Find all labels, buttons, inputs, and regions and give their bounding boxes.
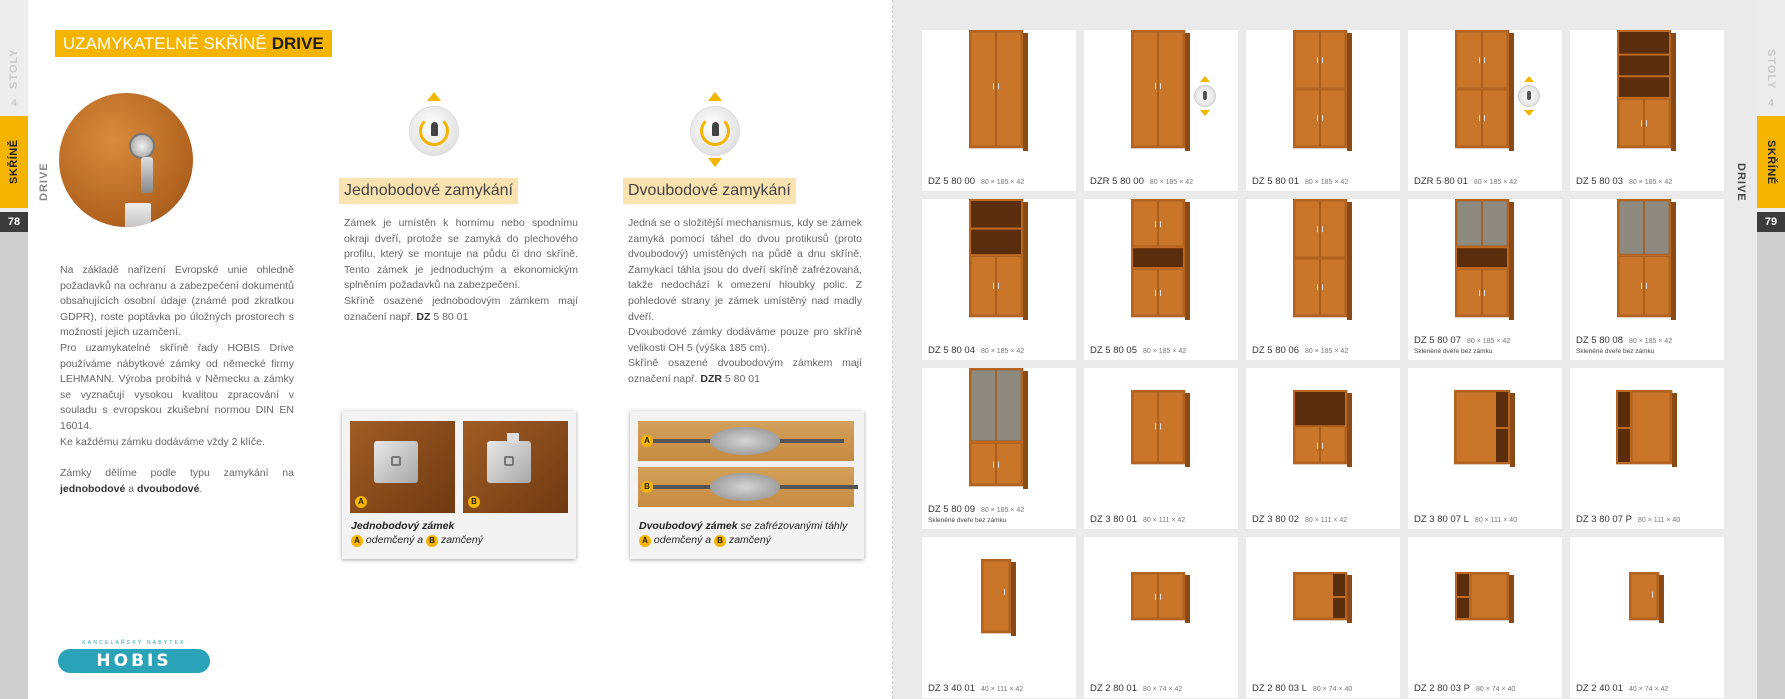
double-lock-heading: Dvoubodové zamykání <box>623 178 796 204</box>
arrow-up-icon <box>427 92 441 101</box>
product-card[interactable] <box>1084 30 1238 191</box>
cabinet-illustration <box>1246 368 1400 492</box>
cabinet-illustration <box>1408 537 1562 661</box>
single-lock-heading: Jednobodové zamykání <box>339 178 518 204</box>
product-card[interactable] <box>922 30 1076 191</box>
product-card[interactable] <box>1246 368 1400 529</box>
product-dimensions: 80 × 111 × 40 <box>1474 517 1518 524</box>
cabinet-illustration <box>1084 199 1238 323</box>
double-lock-text: Jedná se o složitější mechanismus, kdy se zámek zamyká pomocí táhel do dvou protikusů (proto dvoubodový) umístěných na půdě a dnu skříně. Zamykací táhla jsou do dveří skříně zafrézovaná, takže nedochází k omezení hloubky polic. Z pohledové strany je zámek umístěný nad madly dveří. Dvoubodové zámky dodáváme pouze pro skříně velikosti OH 5 (výška 185 cm). Skříně osazené dvoubodovým zámkem mají označení např. DZR 5 80 01 <box>628 217 862 385</box>
single-lock-photo-card <box>342 411 576 559</box>
cabinet-illustration <box>1246 30 1400 154</box>
cabinet-illustration <box>922 199 1076 323</box>
tab-stoly[interactable]: STOLY <box>8 48 20 90</box>
product-code: DZ 5 80 05 80 × 185 × 42 <box>1090 345 1187 356</box>
product-dimensions: 80 × 74 × 40 <box>1312 686 1353 693</box>
product-card[interactable] <box>1246 199 1400 360</box>
product-card[interactable] <box>1246 537 1400 698</box>
product-code: DZ 5 80 04 80 × 185 × 42 <box>928 345 1025 356</box>
page-title-prefix: UZAMYKATELNÉ SKŘÍNĚ <box>63 33 267 53</box>
product-code: DZR 5 80 00 80 × 185 × 42 <box>1090 176 1194 187</box>
product-card[interactable] <box>1084 537 1238 698</box>
product-card[interactable] <box>1084 368 1238 529</box>
page-number: 78 <box>0 212 28 232</box>
cabinet-illustration <box>922 368 1076 492</box>
intro-paragraph-4: Zámky dělíme podle typu zamykání na jednobodové a dvoubodové. <box>60 467 294 495</box>
product-note: Skleněné dveře bez zámku <box>1576 348 1655 355</box>
series-label-left: DRIVE <box>38 162 50 202</box>
product-code: DZ 5 80 07 80 × 185 × 42 <box>1414 335 1511 346</box>
cabinet-illustration <box>1084 368 1238 492</box>
cabinet-illustration <box>1408 368 1562 492</box>
cabinet-illustration <box>1084 537 1238 661</box>
product-card[interactable] <box>922 199 1076 360</box>
product-card[interactable] <box>1246 30 1400 191</box>
cabinet-illustration <box>1246 199 1400 323</box>
double-lock-icon <box>1518 76 1540 116</box>
product-code: DZ 2 80 01 80 × 74 × 42 <box>1090 683 1183 694</box>
product-card[interactable] <box>922 368 1076 529</box>
cabinet-illustration <box>1570 30 1724 154</box>
product-card[interactable] <box>1408 199 1562 360</box>
product-code: DZ 3 80 02 80 × 111 × 42 <box>1252 514 1348 525</box>
product-code: DZ 2 80 03 L 80 × 74 × 40 <box>1252 683 1353 694</box>
brand-logo: HOBIS <box>58 649 210 673</box>
product-card[interactable] <box>1408 30 1562 191</box>
product-code: DZ 3 40 01 40 × 111 × 42 <box>928 683 1024 694</box>
product-card[interactable] <box>1570 537 1724 698</box>
single-lock-locked-photo: B <box>463 421 568 513</box>
product-dimensions: 80 × 185 × 42 <box>1473 179 1518 186</box>
cabinet-illustration <box>922 537 1076 661</box>
lock-photo <box>59 93 193 227</box>
arrow-down-icon <box>708 158 722 167</box>
single-lock-unlocked-photo: A <box>350 421 455 513</box>
tab-filler <box>1757 232 1785 699</box>
product-dimensions: 80 × 74 × 42 <box>1143 686 1183 693</box>
product-code: DZ 5 80 09 80 × 185 × 42 <box>928 504 1025 515</box>
product-dimensions: 40 × 74 × 42 <box>1629 686 1669 693</box>
cabinet-illustration <box>1408 199 1562 323</box>
product-dimensions: 80 × 185 × 42 <box>1467 338 1511 345</box>
tab-stoly-number: 4 <box>11 98 17 109</box>
cabinet-illustration <box>1570 537 1724 661</box>
cabinet-illustration <box>1570 368 1724 492</box>
product-card[interactable] <box>1570 368 1724 529</box>
tab-filler <box>0 232 28 699</box>
cabinet-illustration <box>1246 537 1400 661</box>
tab-skrine[interactable]: SKŘÍNĚ <box>0 116 28 208</box>
product-dimensions: 80 × 111 × 42 <box>1305 517 1348 524</box>
cabinet-illustration <box>1570 199 1724 323</box>
product-code: DZ 5 80 06 80 × 185 × 42 <box>1252 345 1349 356</box>
cabinet-illustration <box>922 30 1076 154</box>
product-code: DZ 5 80 03 80 × 185 × 42 <box>1576 176 1673 187</box>
side-tabs-right <box>1757 0 1785 699</box>
product-code: DZ 5 80 00 80 × 185 × 42 <box>928 176 1025 187</box>
intro-paragraph-3: Ke každému zámku dodáváme vždy 2 klíče. <box>60 436 265 448</box>
product-code: DZ 2 80 03 P 80 × 74 × 40 <box>1414 683 1516 694</box>
product-code: DZ 5 80 08 80 × 185 × 42 <box>1576 335 1673 346</box>
product-code: DZ 3 80 07 L 80 × 111 × 40 <box>1414 514 1518 525</box>
arrow-up-icon <box>708 92 722 101</box>
double-lock-locked-photo: B <box>638 467 854 507</box>
product-dimensions: 80 × 185 × 42 <box>981 179 1025 186</box>
double-lock-unlocked-photo: A <box>638 421 854 461</box>
intro-paragraph-1: Na základě nařízení Evropské unie ohledně požadavků na ochranu a zabezpečení dokumentů obsahujících osobní údaje (známé pod zkratkou GDPR), roste poptávka po úložných prostorech s možností jejich uzamčení. <box>60 264 294 339</box>
product-dimensions: 40 × 111 × 42 <box>981 686 1024 693</box>
product-dimensions: 80 × 74 × 40 <box>1475 686 1516 693</box>
product-dimensions: 80 × 185 × 42 <box>981 348 1025 355</box>
product-dimensions: 80 × 185 × 42 <box>981 507 1025 514</box>
product-card[interactable] <box>1570 30 1724 191</box>
single-lock-text: Zámek je umístěn k hornímu nebo spodnímu okraji dveří, protože se zamyká do plechového profilu, který se montuje na půdu či dno skříně. Tento zámek je jednoduchým a ekonomickým splněním požadavků na zabezpečení. Skříně osazené jednobodovým zámkem mají označení např. DZ 5 80 01 <box>344 217 578 323</box>
handle-plate <box>125 203 151 227</box>
product-code: DZ 3 80 07 P 80 × 111 × 40 <box>1576 514 1681 525</box>
side-tabs-left <box>0 0 28 699</box>
tab-stoly-number: 4 <box>1768 98 1774 109</box>
product-card[interactable] <box>922 537 1076 698</box>
series-label-right: DRIVE <box>1735 162 1747 202</box>
product-dimensions: 80 × 111 × 42 <box>1143 517 1186 524</box>
page-title <box>55 30 332 57</box>
double-lock-icon <box>688 92 742 166</box>
double-lock-photo-card <box>630 411 864 559</box>
product-code: DZR 5 80 01 80 × 185 × 42 <box>1414 176 1518 187</box>
product-code: DZ 5 80 01 80 × 185 × 42 <box>1252 176 1349 187</box>
product-note: Skleněné dveře bez zámku <box>928 517 1007 524</box>
single-lock-icon <box>407 92 461 166</box>
product-card[interactable] <box>1570 199 1724 360</box>
single-lock-caption: Jednobodový zámek A odemčený a B zamčený <box>351 520 483 546</box>
product-code: DZ 3 80 01 80 × 111 × 42 <box>1090 514 1186 525</box>
page-number: 79 <box>1757 212 1785 232</box>
hobis-logo[interactable] <box>58 640 210 676</box>
double-lock-caption: Dvoubodový zámek se zafrézovanými táhly A odemčený a B zamčený <box>639 520 848 546</box>
product-card[interactable] <box>1408 368 1562 529</box>
product-card[interactable] <box>1084 199 1238 360</box>
product-grid <box>922 30 1726 698</box>
product-dimensions: 80 × 111 × 40 <box>1637 517 1681 524</box>
product-dimensions: 80 × 185 × 42 <box>1149 179 1194 186</box>
product-dimensions: 80 × 185 × 42 <box>1305 348 1349 355</box>
page-title-series: DRIVE <box>271 33 324 53</box>
product-dimensions: 80 × 185 × 42 <box>1143 348 1187 355</box>
key-icon <box>141 157 153 193</box>
product-dimensions: 80 × 185 × 42 <box>1629 338 1673 345</box>
keyhole-icon <box>712 122 719 136</box>
lock-cylinder-icon <box>129 133 155 159</box>
product-note: Skleněné dveře bez zámku <box>1414 348 1493 355</box>
intro-paragraph-2: Pro uzamykatelné skříně řady HOBIS Drive používáme nábytkové zámky od německé firmy LEHMANN. Výroba probíhá v Německu a zámky se vyznačují vysokou kvalitou zpracování v souladu s evropskou zkušební normou DIN EN 16014. <box>60 342 294 432</box>
product-dimensions: 80 × 185 × 42 <box>1305 179 1349 186</box>
double-lock-icon <box>1194 76 1216 116</box>
tab-skrine[interactable]: SKŘÍNĚ <box>1757 116 1785 208</box>
product-card[interactable] <box>1408 537 1562 698</box>
brand-tagline: KANCELÁŘSKÝ NÁBYTEK <box>82 640 186 646</box>
product-code: DZ 2 40 01 40 × 74 × 42 <box>1576 683 1669 694</box>
tab-stoly[interactable]: STOLY <box>1765 48 1777 90</box>
product-dimensions: 80 × 185 × 42 <box>1629 179 1673 186</box>
keyhole-icon <box>431 122 438 136</box>
